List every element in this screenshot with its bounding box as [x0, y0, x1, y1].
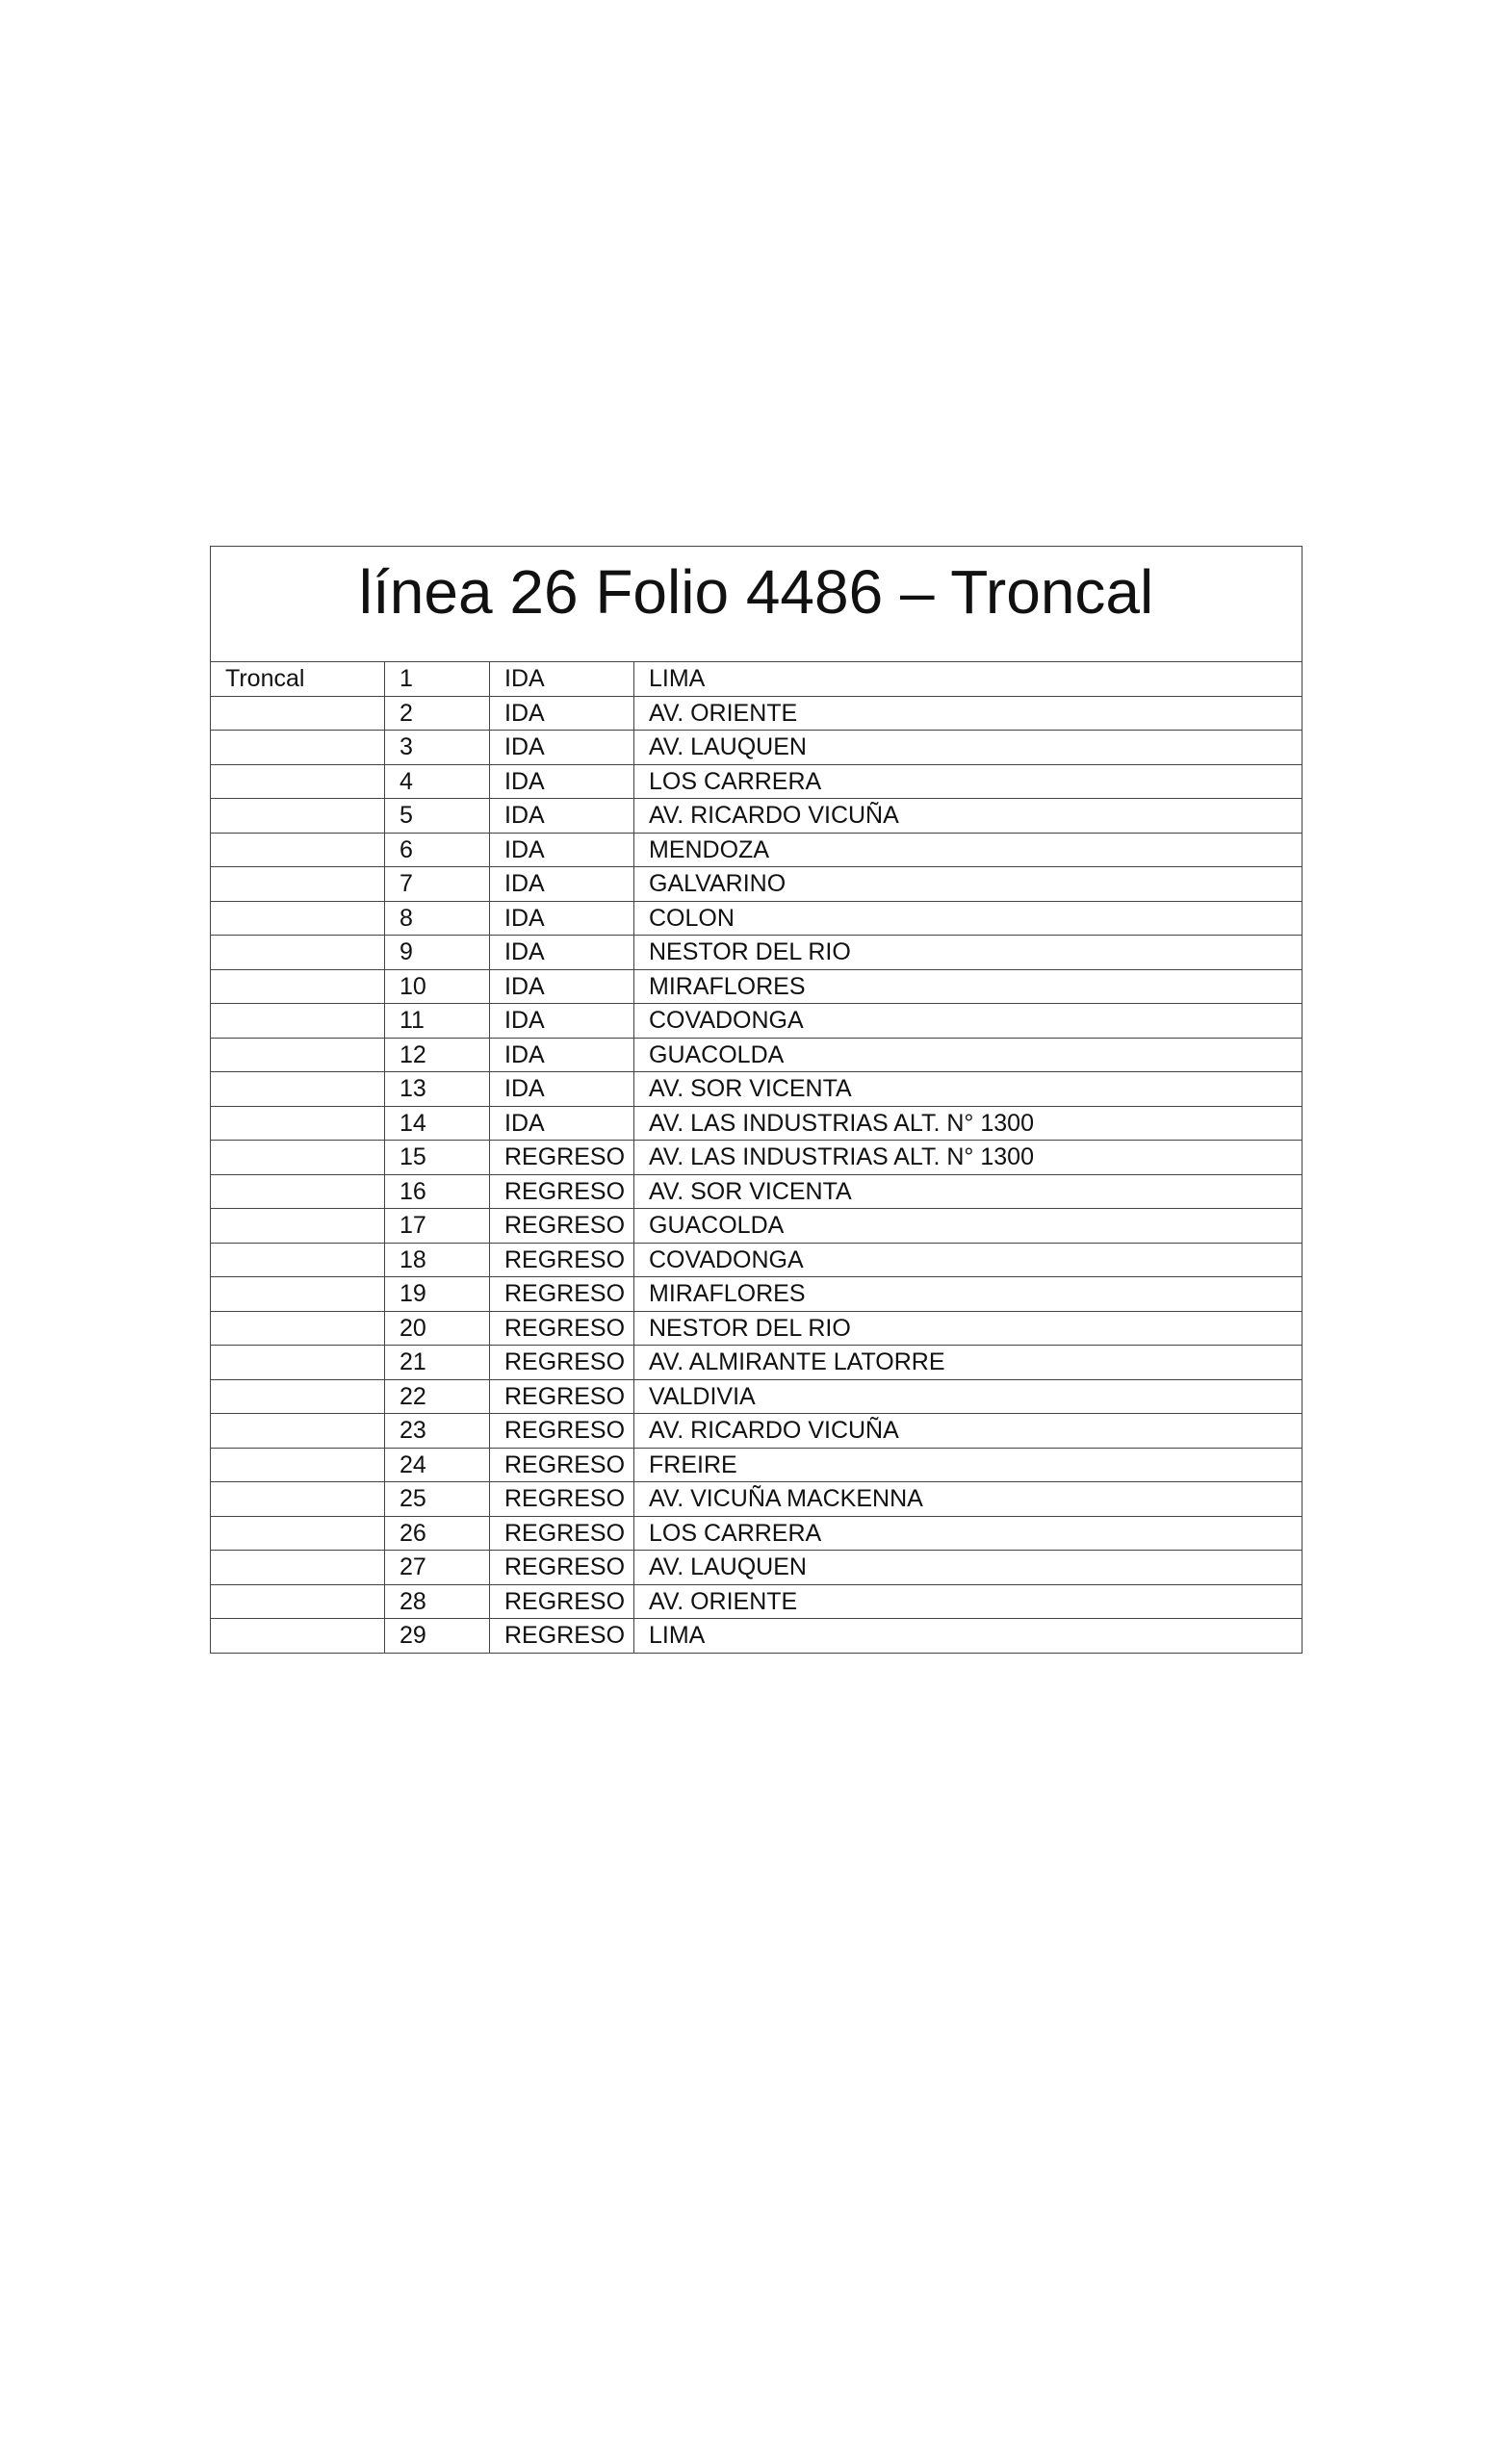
direction-cell: REGRESO — [490, 1379, 634, 1414]
direction-cell: REGRESO — [490, 1209, 634, 1244]
route-type-cell — [211, 1141, 385, 1175]
stop-number-cell: 4 — [385, 764, 490, 799]
route-type-cell: Troncal — [211, 662, 385, 697]
table-row — [211, 1414, 1303, 1449]
direction-cell: REGRESO — [490, 1551, 634, 1585]
direction-cell: REGRESO — [490, 1482, 634, 1517]
street-name-cell: GUACOLDA — [634, 1209, 1303, 1244]
document-title: línea 26 Folio 4486 – Troncal — [211, 547, 1303, 662]
route-type-cell — [211, 1209, 385, 1244]
table-row — [211, 1551, 1303, 1585]
direction-cell: REGRESO — [490, 1619, 634, 1654]
street-name-cell: COLON — [634, 901, 1303, 936]
table-row — [211, 662, 1303, 697]
direction-cell: IDA — [490, 662, 634, 697]
table-row — [211, 1004, 1303, 1039]
table-row — [211, 696, 1303, 731]
street-name-cell: NESTOR DEL RIO — [634, 1311, 1303, 1346]
direction-cell: IDA — [490, 1038, 634, 1072]
stop-number-cell: 23 — [385, 1414, 490, 1449]
street-name-cell: AV. RICARDO VICUÑA — [634, 1414, 1303, 1449]
street-name-cell: COVADONGA — [634, 1004, 1303, 1039]
table-row — [211, 1106, 1303, 1141]
table-row — [211, 1584, 1303, 1619]
street-name-cell: GALVARINO — [634, 867, 1303, 902]
street-name-cell: AV. RICARDO VICUÑA — [634, 799, 1303, 834]
street-name-cell: COVADONGA — [634, 1243, 1303, 1277]
direction-cell: IDA — [490, 696, 634, 731]
route-type-cell — [211, 1379, 385, 1414]
route-type-cell — [211, 1311, 385, 1346]
route-type-cell — [211, 799, 385, 834]
route-type-cell — [211, 1072, 385, 1107]
direction-cell: REGRESO — [490, 1414, 634, 1449]
route-type-cell — [211, 1584, 385, 1619]
stop-number-cell: 8 — [385, 901, 490, 936]
route-type-cell — [211, 1346, 385, 1380]
street-name-cell: AV. LAUQUEN — [634, 1551, 1303, 1585]
stop-number-cell: 28 — [385, 1584, 490, 1619]
street-name-cell: MIRAFLORES — [634, 969, 1303, 1004]
stop-number-cell: 16 — [385, 1174, 490, 1209]
route-type-cell — [211, 1448, 385, 1482]
table-row — [211, 1482, 1303, 1517]
route-type-cell — [211, 969, 385, 1004]
table-row — [211, 1038, 1303, 1072]
table-row — [211, 1072, 1303, 1107]
table-row — [211, 1516, 1303, 1551]
stop-number-cell: 18 — [385, 1243, 490, 1277]
direction-cell: REGRESO — [490, 1516, 634, 1551]
street-name-cell: AV. ALMIRANTE LATORRE — [634, 1346, 1303, 1380]
route-type-cell — [211, 1243, 385, 1277]
street-name-cell: AV. LAUQUEN — [634, 731, 1303, 765]
table-row — [211, 1174, 1303, 1209]
stop-number-cell: 13 — [385, 1072, 490, 1107]
route-type-cell — [211, 936, 385, 970]
street-name-cell: LOS CARRERA — [634, 1516, 1303, 1551]
route-type-cell — [211, 1004, 385, 1039]
street-name-cell: AV. LAS INDUSTRIAS ALT. N° 1300 — [634, 1141, 1303, 1175]
route-type-cell — [211, 1106, 385, 1141]
direction-cell: REGRESO — [490, 1311, 634, 1346]
stop-number-cell: 21 — [385, 1346, 490, 1380]
route-type-cell — [211, 1619, 385, 1654]
table-row — [211, 1379, 1303, 1414]
table-row — [211, 1209, 1303, 1244]
street-name-cell: LIMA — [634, 1619, 1303, 1654]
route-type-cell — [211, 1482, 385, 1517]
stop-number-cell: 24 — [385, 1448, 490, 1482]
table-row — [211, 1346, 1303, 1380]
street-name-cell: AV. VICUÑA MACKENNA — [634, 1482, 1303, 1517]
stop-number-cell: 20 — [385, 1311, 490, 1346]
direction-cell: IDA — [490, 1004, 634, 1039]
route-type-cell — [211, 901, 385, 936]
street-name-cell: LOS CARRERA — [634, 764, 1303, 799]
route-type-cell — [211, 1414, 385, 1449]
street-name-cell: FREIRE — [634, 1448, 1303, 1482]
route-type-cell — [211, 867, 385, 902]
direction-cell: REGRESO — [490, 1584, 634, 1619]
route-type-cell — [211, 833, 385, 867]
stop-number-cell: 17 — [385, 1209, 490, 1244]
table-row — [211, 731, 1303, 765]
direction-cell: IDA — [490, 731, 634, 765]
direction-cell: REGRESO — [490, 1346, 634, 1380]
stop-number-cell: 22 — [385, 1379, 490, 1414]
direction-cell: IDA — [490, 936, 634, 970]
street-name-cell: MIRAFLORES — [634, 1277, 1303, 1312]
route-type-cell — [211, 1516, 385, 1551]
direction-cell: REGRESO — [490, 1277, 634, 1312]
table-row — [211, 799, 1303, 834]
route-type-cell — [211, 1551, 385, 1585]
street-name-cell: NESTOR DEL RIO — [634, 936, 1303, 970]
street-name-cell: LIMA — [634, 662, 1303, 697]
direction-cell: IDA — [490, 1072, 634, 1107]
street-name-cell: AV. ORIENTE — [634, 696, 1303, 731]
route-type-cell — [211, 731, 385, 765]
stop-number-cell: 5 — [385, 799, 490, 834]
street-name-cell: VALDIVIA — [634, 1379, 1303, 1414]
direction-cell: REGRESO — [490, 1174, 634, 1209]
street-name-cell: AV. ORIENTE — [634, 1584, 1303, 1619]
route-type-cell — [211, 764, 385, 799]
direction-cell: IDA — [490, 969, 634, 1004]
street-name-cell: AV. LAS INDUSTRIAS ALT. N° 1300 — [634, 1106, 1303, 1141]
table-row — [211, 833, 1303, 867]
stop-number-cell: 1 — [385, 662, 490, 697]
stop-number-cell: 2 — [385, 696, 490, 731]
route-table — [210, 546, 1303, 1654]
table-row — [211, 1448, 1303, 1482]
table-row — [211, 764, 1303, 799]
direction-cell: IDA — [490, 1106, 634, 1141]
direction-cell: IDA — [490, 901, 634, 936]
stop-number-cell: 3 — [385, 731, 490, 765]
street-name-cell: AV. SOR VICENTA — [634, 1072, 1303, 1107]
street-name-cell: AV. SOR VICENTA — [634, 1174, 1303, 1209]
stop-number-cell: 6 — [385, 833, 490, 867]
table-row — [211, 969, 1303, 1004]
stop-number-cell: 9 — [385, 936, 490, 970]
route-type-cell — [211, 1038, 385, 1072]
direction-cell: IDA — [490, 867, 634, 902]
stop-number-cell: 25 — [385, 1482, 490, 1517]
stop-number-cell: 14 — [385, 1106, 490, 1141]
direction-cell: IDA — [490, 764, 634, 799]
route-type-cell — [211, 1277, 385, 1312]
direction-cell: IDA — [490, 833, 634, 867]
table-row — [211, 1277, 1303, 1312]
stop-number-cell: 29 — [385, 1619, 490, 1654]
route-table-body — [211, 547, 1303, 1654]
street-name-cell: MENDOZA — [634, 833, 1303, 867]
table-row — [211, 1243, 1303, 1277]
stop-number-cell: 27 — [385, 1551, 490, 1585]
table-row — [211, 1311, 1303, 1346]
table-row — [211, 936, 1303, 970]
direction-cell: REGRESO — [490, 1243, 634, 1277]
table-row — [211, 867, 1303, 902]
title-row — [211, 547, 1303, 662]
direction-cell: REGRESO — [490, 1448, 634, 1482]
street-name-cell: GUACOLDA — [634, 1038, 1303, 1072]
table-row — [211, 901, 1303, 936]
stop-number-cell: 7 — [385, 867, 490, 902]
direction-cell: IDA — [490, 799, 634, 834]
stop-number-cell: 10 — [385, 969, 490, 1004]
direction-cell: REGRESO — [490, 1141, 634, 1175]
stop-number-cell: 12 — [385, 1038, 490, 1072]
route-type-cell — [211, 696, 385, 731]
stop-number-cell: 15 — [385, 1141, 490, 1175]
stop-number-cell: 26 — [385, 1516, 490, 1551]
table-row — [211, 1619, 1303, 1654]
stop-number-cell: 11 — [385, 1004, 490, 1039]
stop-number-cell: 19 — [385, 1277, 490, 1312]
table-row — [211, 1141, 1303, 1175]
route-type-cell — [211, 1174, 385, 1209]
